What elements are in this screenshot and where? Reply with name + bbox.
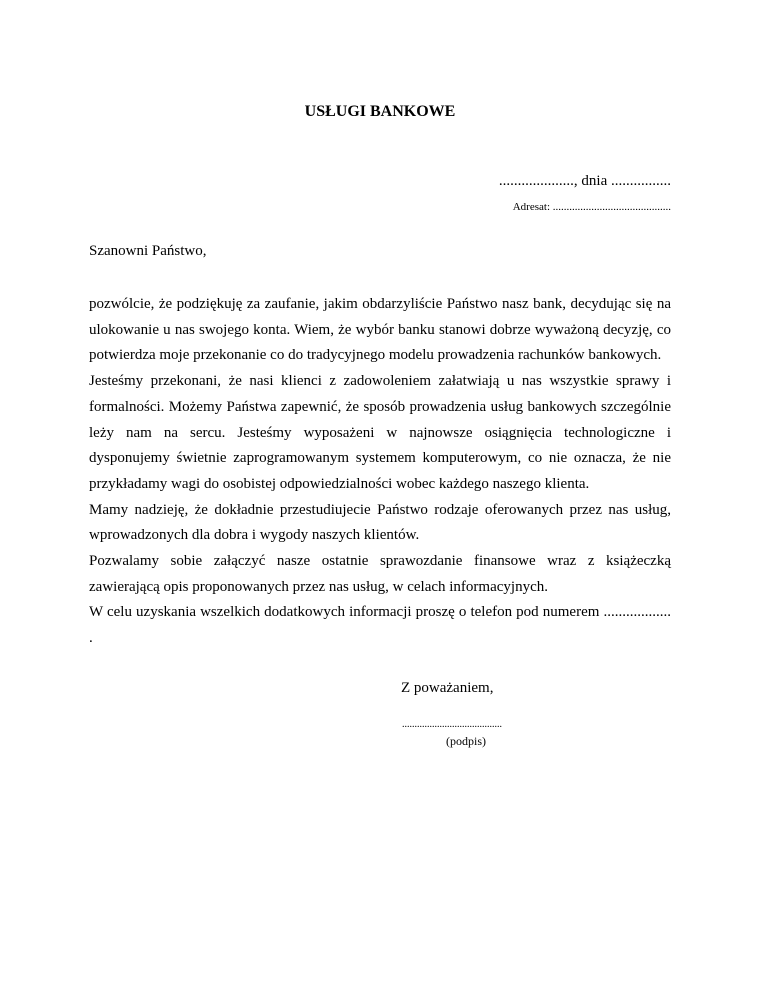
body-paragraph: Jesteśmy przekonani, że nasi klienci z zadowoleniem załatwiają u nas wszystkie sprawy i formalności. Możemy Państwa zapewnić, że sposób prowadzenia usług bankowych szczególnie leży nam na sercu. Jesteśmy wyposażeni w najnowsze osiągnięcia technologiczne i dysponujemy świetnie zaprogramowanym systemem komputerowym, co nie oznacza, że nie przykładamy wagi do osobistej odpowiedzialności wobec każdego naszego klienta. — [89, 373, 671, 492]
addressee-line: Adresat: ........................................... — [512, 201, 671, 213]
signature-caption: (podpis) — [446, 734, 486, 748]
body-paragraph: Pozwalamy sobie załączyć nasze ostatnie sprawozdanie finansowe wraz z książeczką zawierającą opis proponowanych przez nas usług, w celach informacyjnych. — [89, 553, 671, 595]
greeting: Szanowni Państwo, — [89, 243, 207, 259]
document-title: USŁUGI BANKOWE — [304, 103, 456, 120]
body-paragraph: pozwólcie, że podziękuję za zaufanie, jakim obdarzyliście Państwo nasz bank, decydując się na ulokowanie u nas swojego konta. Wiem, że wybór banku stanowi dobrze wyważoną decyzję, co potwierdza moje przekonanie co do tradycyjnego modelu prowadzenia rachunków bankowych. — [89, 296, 671, 364]
letter-body — [89, 292, 671, 652]
body-paragraph: W celu uzyskania wszelkich dodatkowych informacji proszę o telefon pod numerem .................. . — [89, 604, 671, 647]
place-date-line: ...................., dnia ................ — [498, 173, 671, 189]
closing-phrase: Z poważaniem, — [401, 680, 494, 696]
signature-line: ........................................ — [402, 719, 502, 730]
body-paragraph: Mamy nadzieję, że dokładnie przestudiujecie Państwo rodzaje oferowanych przez nas usług, wprowadzonych dla dobra i wygody naszych klientów. — [89, 501, 671, 544]
